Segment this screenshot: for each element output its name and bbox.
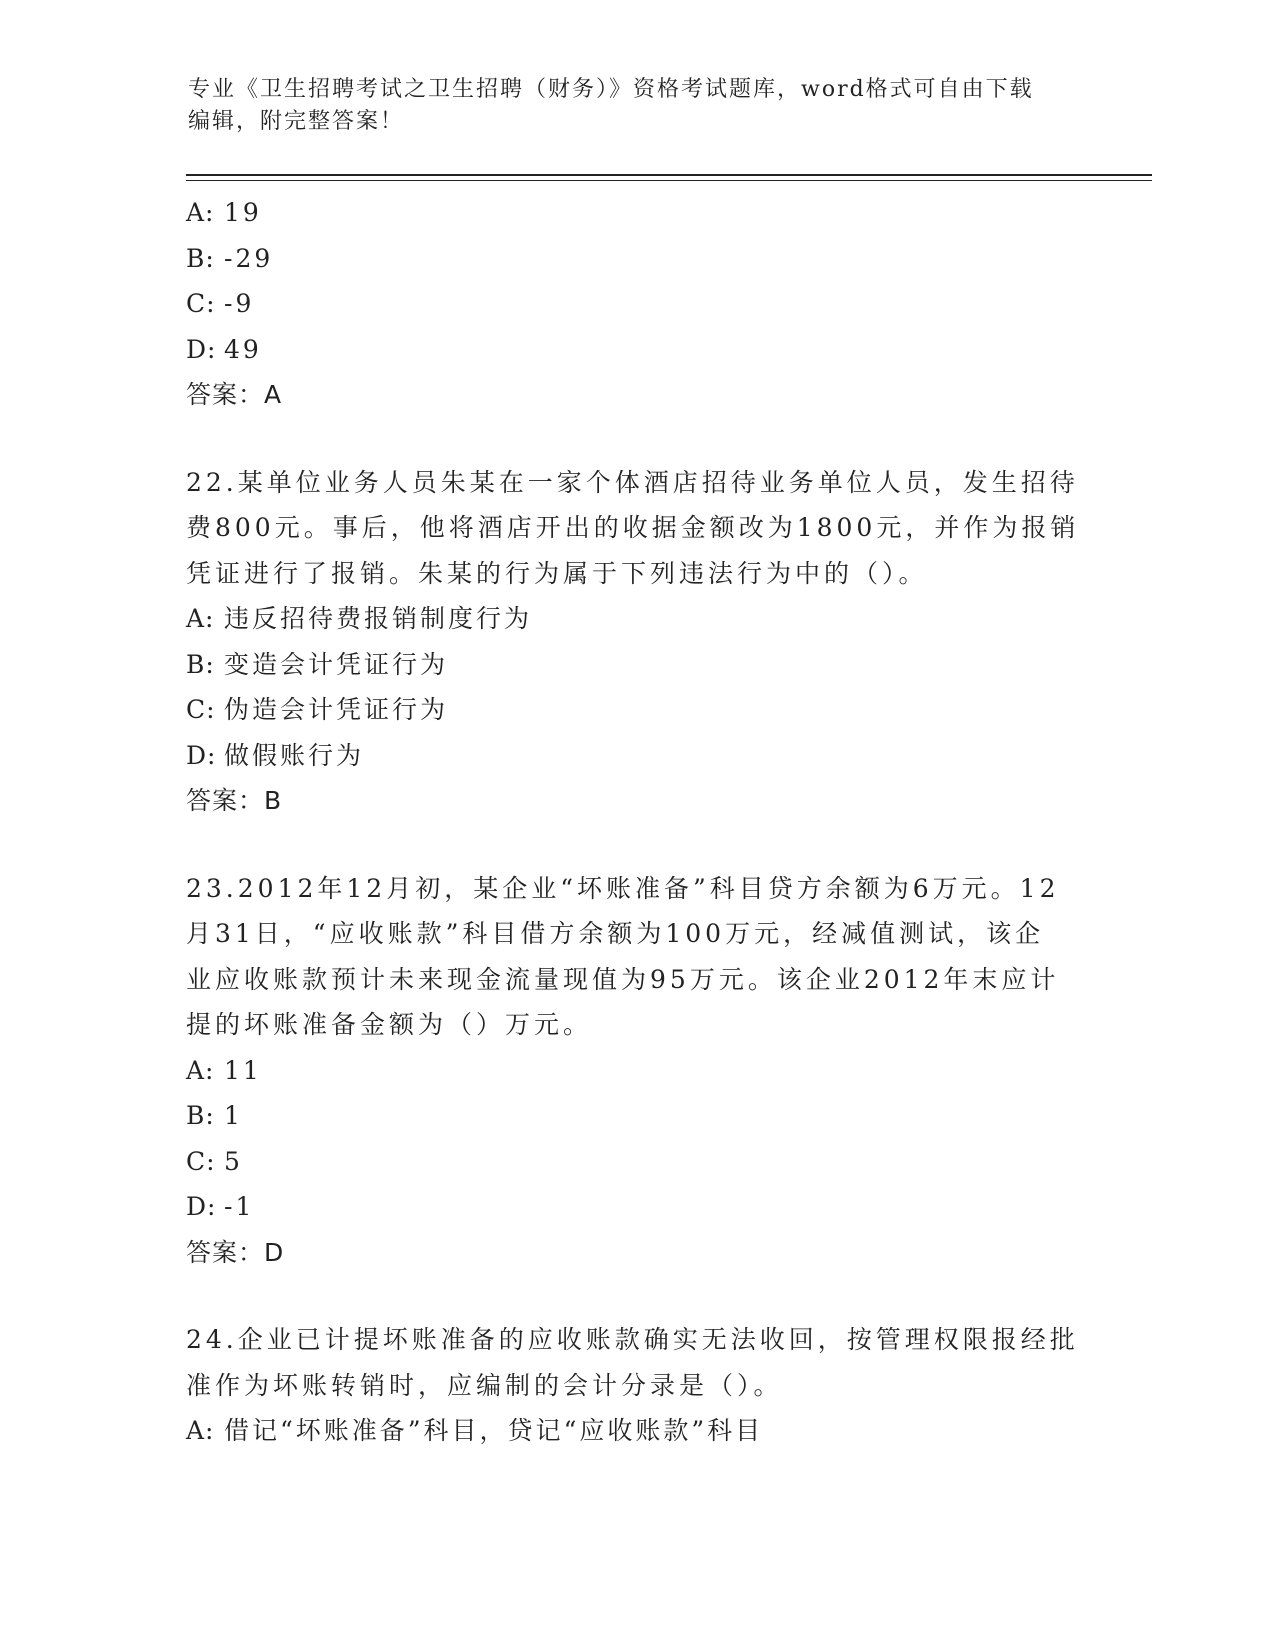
header-line-1: 专业《卫生招聘考试之卫生招聘（财务）》资格考试题库，word格式可自由下载 bbox=[188, 77, 1034, 102]
question-stem-line: 23.2012年12月初，某企业“坏账准备”科目贷方余额为6万元。12 bbox=[186, 873, 1060, 903]
document-header bbox=[188, 74, 1068, 138]
option-text: -1 bbox=[224, 1192, 255, 1221]
question-23 bbox=[186, 866, 1086, 1048]
answer: 答案：A bbox=[186, 380, 283, 409]
option-a: A: 11 bbox=[186, 1055, 262, 1085]
question-24 bbox=[186, 1317, 1086, 1408]
option-b: B: 1 bbox=[186, 1101, 243, 1130]
option-c: C: 5 bbox=[186, 1146, 243, 1176]
option-c: C: -9 bbox=[186, 289, 255, 318]
option-text: -9 bbox=[224, 289, 255, 318]
option-text: -29 bbox=[224, 243, 274, 273]
question-stem-line: 准作为坏账转销时，应编制的会计分录是（）。 bbox=[186, 1370, 783, 1400]
option-d: D: 49 bbox=[186, 334, 262, 364]
question-21 bbox=[186, 190, 1086, 418]
option-text: 19 bbox=[224, 198, 262, 227]
question-stem-line: 提的坏账准备金额为（）万元。 bbox=[186, 1010, 593, 1039]
option-text: 违反招待费报销制度行为 bbox=[224, 604, 533, 633]
question-22 bbox=[186, 460, 1086, 597]
question-stem-line: 费800元。事后，他将酒店开出的收据金额改为1800元，并作为报销 bbox=[186, 513, 1080, 542]
option-text: 5 bbox=[224, 1146, 243, 1176]
option-a: A: 违反招待费报销制度行为 bbox=[186, 604, 533, 633]
question-list bbox=[186, 190, 1086, 1454]
option-b: B: 变造会计凭证行为 bbox=[186, 649, 449, 679]
question-stem-line: 业应收账款预计未来现金流量现值为95万元。该企业2012年末应计 bbox=[186, 964, 1060, 994]
option-text: 49 bbox=[224, 334, 262, 364]
option-text: 11 bbox=[224, 1055, 262, 1085]
question-stem-line: 月31日，“应收账款”科目借方余额为100万元，经减值测试，该企 bbox=[186, 919, 1045, 948]
option-b: B: -29 bbox=[186, 243, 274, 273]
question-stem-line: 24.企业已计提坏账准备的应收账款确实无法收回，按管理权限报经批 bbox=[186, 1325, 1079, 1354]
header-line-2: 编辑，附完整答案！ bbox=[188, 109, 405, 134]
option-text: 变造会计凭证行为 bbox=[224, 649, 449, 679]
answer: 答案：B bbox=[186, 786, 283, 815]
option-text: 做假账行为 bbox=[224, 740, 365, 770]
answer: 答案：D bbox=[186, 1237, 285, 1267]
option-text: 伪造会计凭证行为 bbox=[224, 695, 449, 724]
question-stem-line: 22.某单位业务人员朱某在一家个体酒店招待业务单位人员，发生招待 bbox=[186, 467, 1079, 497]
option-d: D: 做假账行为 bbox=[186, 740, 365, 770]
header-divider-thick bbox=[186, 174, 1152, 176]
option-a: A: 借记“坏账准备”科目，贷记“应收账款”科目 bbox=[186, 1416, 764, 1445]
question-stem-line: 凭证进行了报销。朱某的行为属于下列违法行为中的（）。 bbox=[186, 558, 928, 588]
header-divider-thin bbox=[186, 180, 1152, 181]
option-text: 借记“坏账准备”科目，贷记“应收账款”科目 bbox=[224, 1416, 764, 1445]
option-c: C: 伪造会计凭证行为 bbox=[186, 695, 449, 724]
option-d: D: -1 bbox=[186, 1192, 255, 1221]
option-a: A: 19 bbox=[186, 198, 262, 227]
option-text: 1 bbox=[224, 1101, 243, 1130]
